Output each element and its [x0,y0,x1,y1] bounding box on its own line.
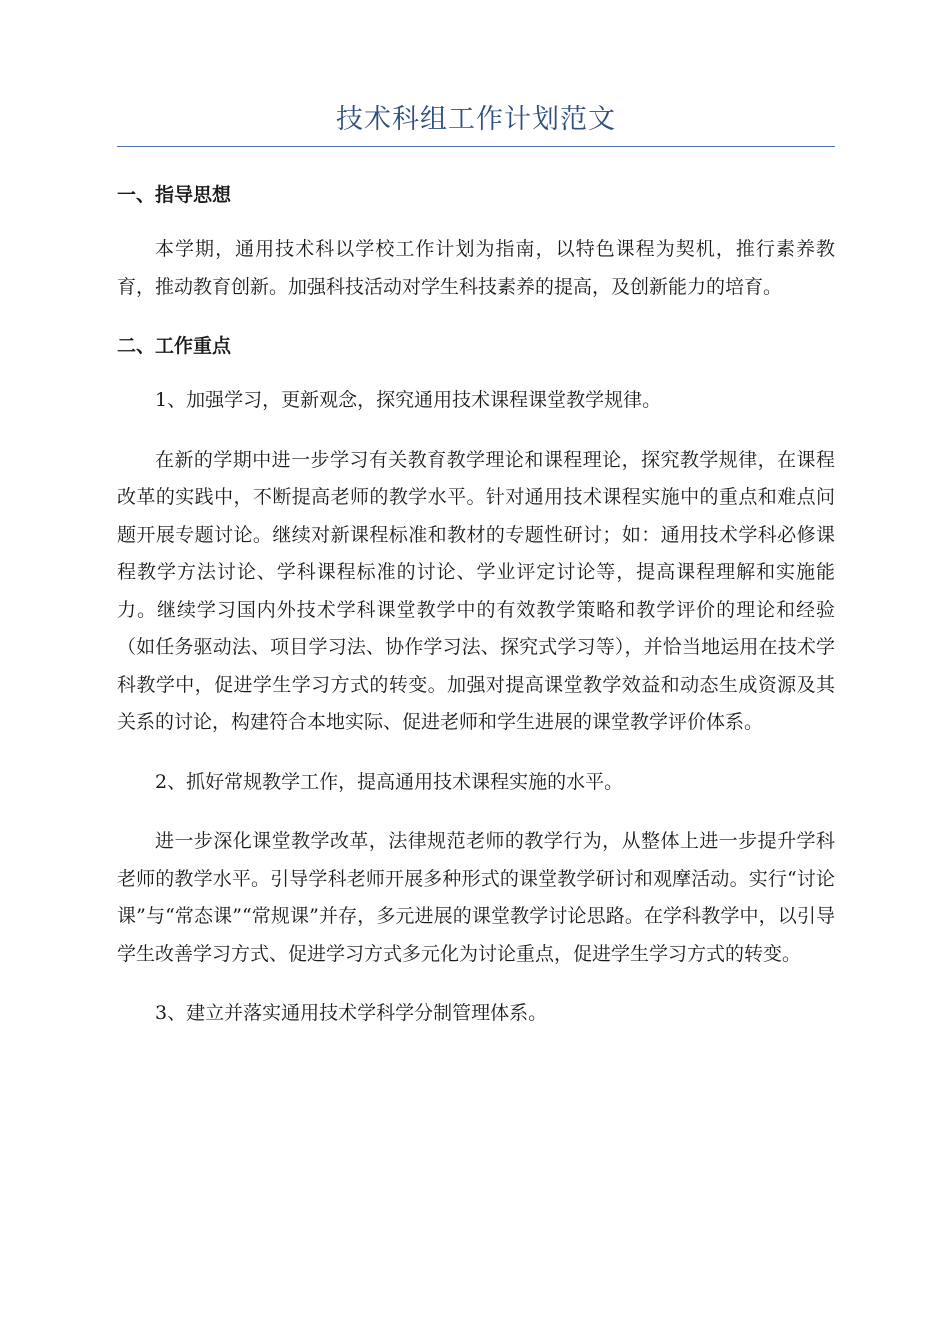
document-title: 技术科组工作计划范文 [117,100,835,147]
section-heading-work-focus: 二、工作重点 [117,335,232,357]
paragraph-item-3-title: 3、建立并落实通用技术学科学分制管理体系。 [155,1002,548,1024]
paragraph-item-1-body: 在新的学期中进一步学习有关教育教学理论和课程理论，探究教学规律，在课程改革的实践中，不断提高老师的教学水平。针对通用技术课程实施中的重点和难点问题开展专题讨论。继续对新课程标准和教材的专题性研讨；如：通用技术学科必修课程教学方法讨论、学科课程标准的讨论、学业评定讨论等，提高课程理解和实施能力。继续学习国内外技术学科课堂教学中的有效教学策略和教学评价的理论和经验（如任务驱动法、项目学习法、协作学习法、探究式学习等），并恰当地运用在技术学科教学中，促进学生学习方式的转变。加强对提高课堂教学效益和动态生成资源及其关系的讨论，构建符合本地实际、促进老师和学生进展的课堂教学评价体系。 [117,448,835,733]
paragraph-guiding-thought: 本学期，通用技术科以学校工作计划为指南，以特色课程为契机，推行素养教育，推动教育创新。加强科技活动对学生科技素养的提高，及创新能力的培育。 [117,238,835,298]
paragraph-item-1-title: 1、加强学习，更新观念，探究通用技术课程课堂教学规律。 [155,389,662,411]
document-page [117,100,835,1033]
section-heading-guiding-thought: 一、指导思想 [117,184,232,206]
paragraph-item-2-body: 进一步深化课堂教学改革，法律规范老师的教学行为，从整体上进一步提升学科老师的教学水平。引导学科老师开展多种形式的课堂教学研讨和观摩活动。实行“讨论课”与“常态课”“常规课”并存，多元进展的课堂教学讨论思路。在学科教学中，以引导学生改善学习方式、促进学习方式多元化为讨论重点，促进学生学习方式的转变。 [117,830,835,965]
paragraph-item-2-title: 2、抓好常规教学工作，提高通用技术课程实施的水平。 [155,770,624,793]
